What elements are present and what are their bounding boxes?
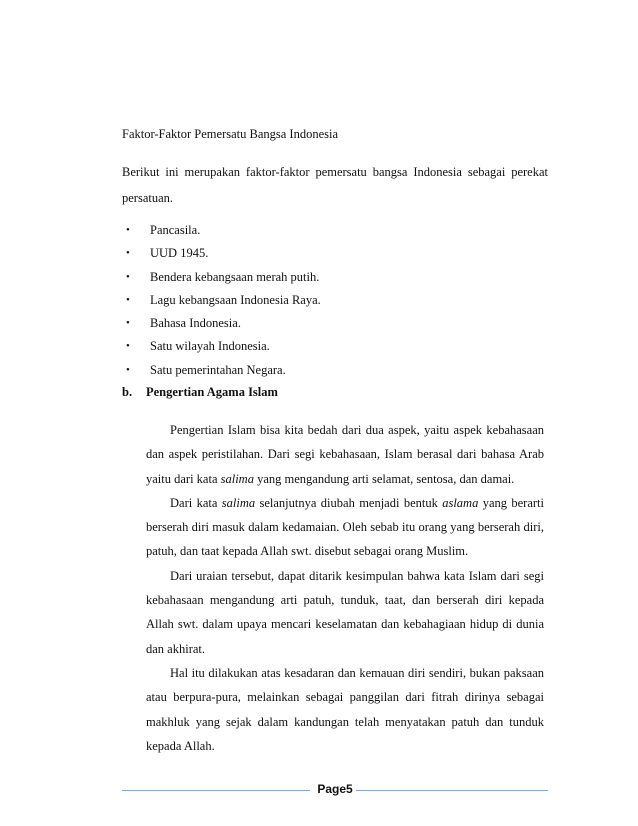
arabic-term: salima: [220, 471, 254, 486]
bullet-icon: •: [126, 340, 130, 353]
intro-paragraph: Berikut ini merupakan faktor-faktor pemersatu bangsa Indonesia sebagai perekat persatuan.: [122, 165, 548, 205]
paragraph: Hal itu dilakukan atas kesadaran dan kemauan diri sendiri, bukan paksaan atau berpura-pura, melainkan sebagai panggilan dari fitrah dirinya sebagai makhluk yang sejak dalam kandungan telah menyatakan patuh dan tunduk kepada Allah.: [146, 665, 544, 753]
page-number: Page5: [317, 782, 353, 796]
subheading: Faktor-Faktor Pemersatu Bangsa Indonesia: [122, 127, 339, 141]
bullet-icon: •: [126, 317, 130, 330]
bullet-icon: •: [126, 293, 130, 306]
list-item: • Bendera kebangsaan merah putih.: [122, 266, 542, 289]
section-title: Pengertian Agama Islam: [146, 385, 278, 399]
page-footer: [122, 780, 548, 800]
list-item: • Pancasila.: [122, 219, 542, 242]
section-number: b.: [122, 385, 133, 399]
bullet-icon: •: [126, 270, 130, 283]
arabic-term: aslama: [442, 495, 479, 510]
section-heading: [122, 385, 278, 400]
bullet-icon: •: [126, 363, 130, 376]
list-item: • UUD 1945.: [122, 242, 542, 265]
unifying-factors-list: [122, 219, 542, 382]
bullet-icon: •: [126, 224, 130, 236]
arabic-term: salima: [221, 495, 256, 510]
paragraph: Pengertian Islam bisa kita bedah dari dua aspek, yaitu aspek kebahasaan dan aspek peristilahan. Dari segi kebahasaan, Islam berasal dari bahasa Arab yaitu dari kata salima yang mengandung arti selamat, sentosa, dan damai.: [146, 423, 544, 486]
section-body: [146, 418, 544, 758]
list-item: • Lagu kebangsaan Indonesia Raya.: [122, 289, 542, 312]
list-item: • Bahasa Indonesia.: [122, 312, 542, 335]
list-item: • Satu pemerintahan Negara.: [122, 359, 542, 382]
paragraph: Dari kata salima selanjutnya diubah menjadi bentuk aslama yang berarti berserah diri masuk dalam kedamaian. Oleh sebab itu orang yang berserah diri, patuh, dan taat kepada Allah swt. disebut sebagai orang Muslim.: [146, 495, 545, 559]
footer-rule-right: [356, 790, 548, 791]
bullet-icon: •: [126, 247, 130, 260]
list-item: • Satu wilayah Indonesia.: [122, 335, 542, 358]
paragraph: Dari uraian tersebut, dapat ditarik kesimpulan bahwa kata Islam dari segi kebahasaan mengandung arti patuh, tunduk, taat, dan berserah diri kepada Allah swt. dalam upaya mencari keselamatan dan kebahagiaan hidup di dunia dan akhirat.: [146, 568, 544, 656]
